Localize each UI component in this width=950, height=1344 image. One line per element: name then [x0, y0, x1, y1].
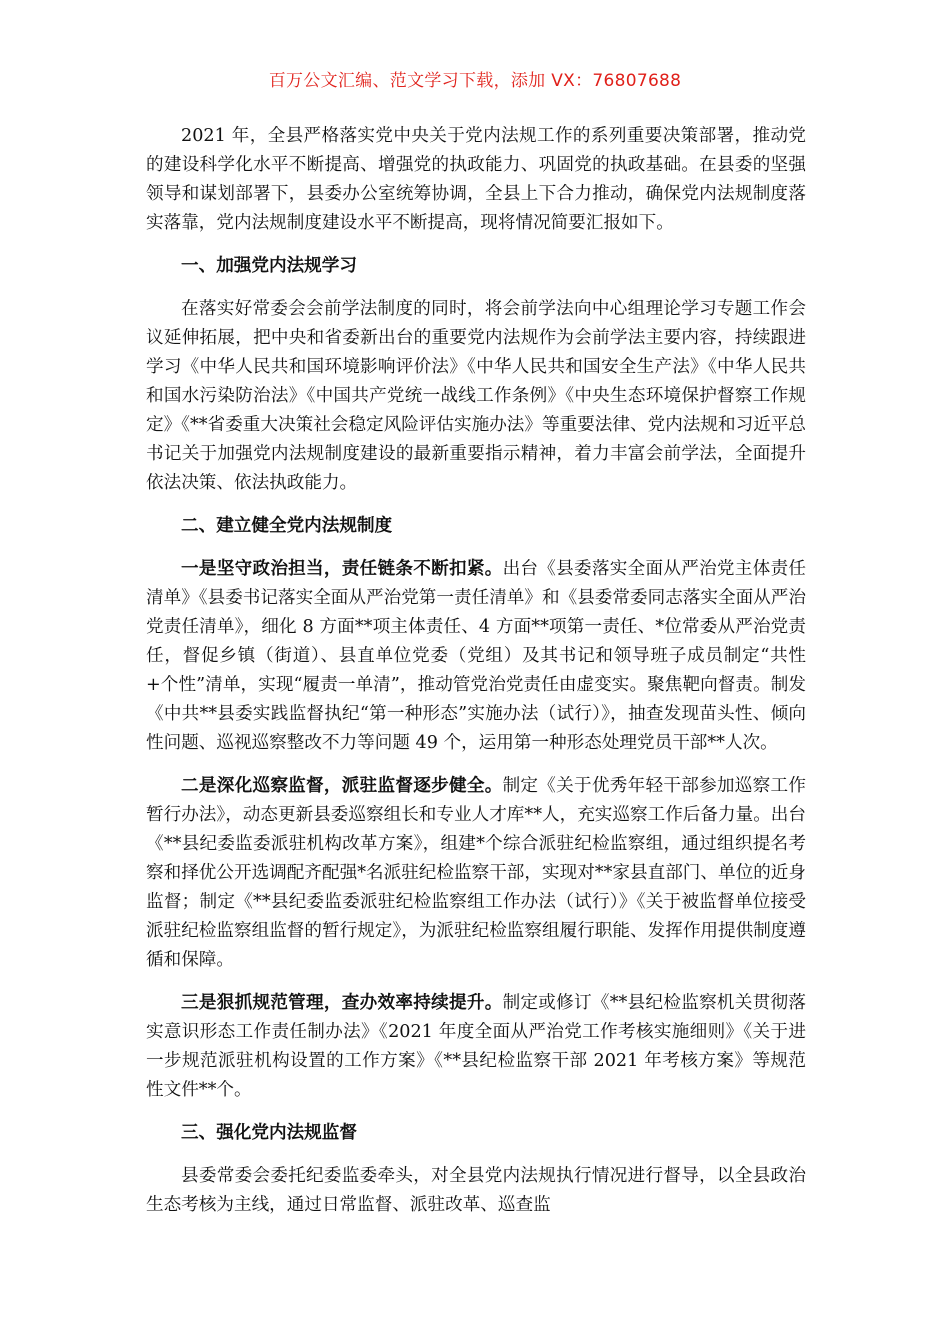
section-2-point-3 — [146, 989, 806, 1105]
point-3-lead: 三是狠抓规范管理，查办效率持续提升。 — [181, 993, 503, 1013]
point-3-text: 制定或修订《**县纪检监察机关贯彻落实意识形态工作责任制办法》《2021 年度全面从严治党工作考核实施细则》《关于进一步规范派驻机构设置的工作方案》《**县纪检监察干部 2021 年考核方案》等规范性文件**个。 — [146, 993, 806, 1100]
point-2-text: 制定《关于优秀年轻干部参加巡察工作暂行办法》，动态更新县委巡察组长和专业人才库**人，充实巡察工作后备力量。出台《**县纪委监委派驻机构改革方案》，组建*个综合派驻纪检监察组，通过组织提名考察和择优公开选调配齐配强*名派驻纪检监察干部，实现对**家县直部门、单位的近身监督；制定《**县纪委监委派驻纪检监察组工作办法（试行）》《关于被监督单位接受派驻纪检监察组监督的暂行规定》，为派驻纪检监察组履行职能、发挥作用提供制度遵循和保障。 — [146, 776, 806, 970]
section-2-point-1 — [146, 555, 806, 758]
section-1-paragraph: 在落实好常委会会前学法制度的同时，将会前学法向中心组理论学习专题工作会议延伸拓展，把中央和省委新出台的重要党内法规作为会前学法主要内容，持续跟进学习《中华人民共和国环境影响评价法》《中华人民共和国安全生产法》《中华人民共和国水污染防治法》《中国共产党统一战线工作条例》《中央生态环境保护督察工作规定》《**省委重大决策社会稳定风险评估实施办法》等重要法律、党内法规和习近平总书记关于加强党内法规制度建设的最新重要指示精神，着力丰富会前学法，全面提升依法决策、依法执政能力。 — [146, 299, 806, 493]
section-heading-1: 一、加强党内法规学习 — [181, 256, 357, 276]
section-heading-2: 二、建立健全党内法规制度 — [181, 516, 393, 536]
point-1-text: 出台《县委落实全面从严治党主体责任清单》《县委书记落实全面从严治党第一责任清单》和《县委常委同志落实全面从严治党责任清单》，细化 8 方面**项主体责任、4 方面**项第一责任、*位常委从严治党责任，督促乡镇（街道）、县直单位党委（党组）及其书记和领导班子成员制定“共性+个性”清单，实现“履责一单清”，推动管党治党责任由虚变实。聚焦靶向督责。制发《中共**县委实践监督执纪“第一种形态”实施办法（试行）》，抽查发现苗头性、倾向性问题、巡视巡察整改不力等问题 49 个，运用第一种形态处理党员干部**人次。 — [146, 559, 806, 753]
point-1-lead: 一是坚守政治担当，责任链条不断扣紧。 — [181, 559, 503, 579]
section-3-paragraph: 县委常委会委托纪委监委牵头，对全县党内法规执行情况进行督导，以全县政治生态考核为主线，通过日常监督、派驻改革、巡查监 — [146, 1166, 806, 1215]
point-2-lead: 二是深化巡察监督，派驻监督逐步健全。 — [181, 776, 503, 796]
section-heading-3: 三、强化党内法规监督 — [181, 1123, 357, 1143]
document-body — [146, 122, 806, 1234]
section-2-point-2 — [146, 772, 806, 975]
watermark-banner: 百万公文汇编、范文学习下载，添加 VX：76807688 — [268, 71, 682, 91]
intro-paragraph: 2021 年，全县严格落实党中央关于党内法规工作的系列重要决策部署，推动党的建设科学化水平不断提高、增强党的执政能力、巩固党的执政基础。在县委的坚强领导和谋划部署下，县委办公室统筹协调，全县上下合力推动，确保党内法规制度落实落靠，党内法规制度建设水平不断提高，现将情况简要汇报如下。 — [146, 126, 806, 233]
